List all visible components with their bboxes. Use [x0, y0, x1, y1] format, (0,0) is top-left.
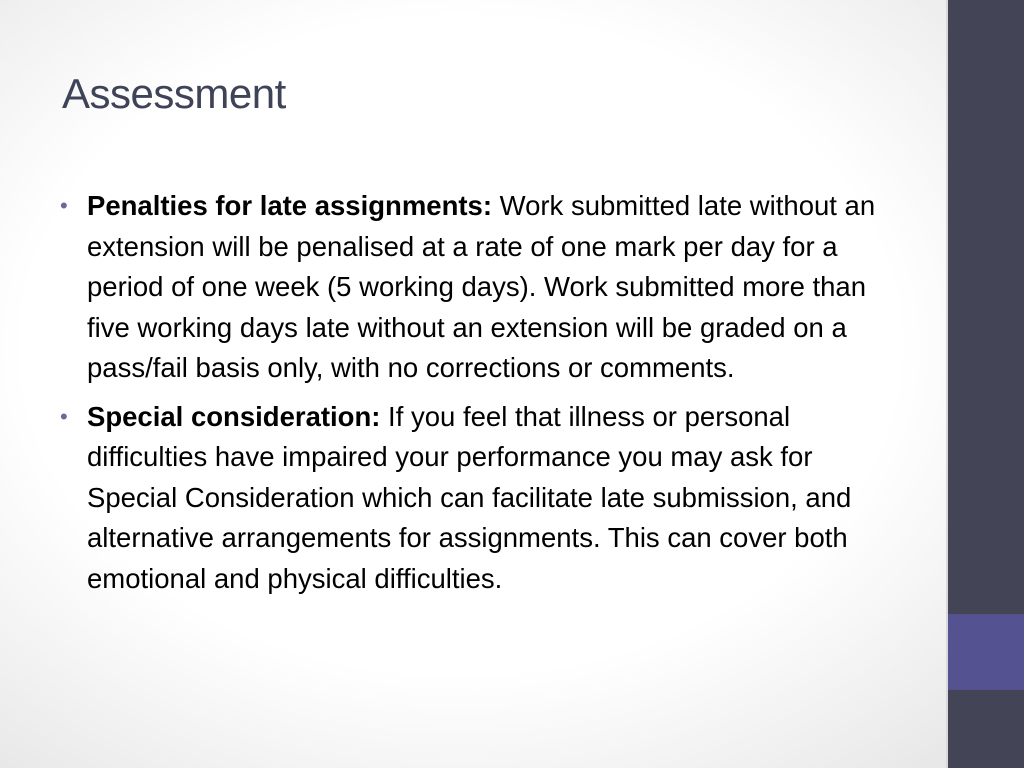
- bullet-text-late-penalties: Work submitted late without an extension will be penalised at a rate of one mark per day for a period of one week (5 working days). Work submitted more than five working days late without an extension will be graded on a pass/fail basis only, with no corrections or comments.: [87, 190, 876, 383]
- bullet-item-late-penalties: [60, 186, 910, 389]
- bullet-item-special-consideration: [60, 397, 910, 600]
- slide-title: Assessment: [62, 70, 286, 117]
- bullet-dot-icon: •: [60, 193, 68, 218]
- bullet-lead-special-consideration: Special consideration:: [87, 400, 381, 432]
- decorative-accent-block: [948, 614, 1024, 690]
- bullet-text-special-consideration: If you feel that illness or personal difficulties have impaired your performance you may ask for Special Consideration which can facilitate late submission, and alternative arrangements for assignments. This can cover both emotional and physical difficulties.: [87, 400, 852, 594]
- bullet-lead-late-penalties: Penalties for late assignments:: [87, 190, 492, 221]
- bullet-list: [60, 186, 910, 607]
- bullet-dot-icon: •: [60, 403, 68, 429]
